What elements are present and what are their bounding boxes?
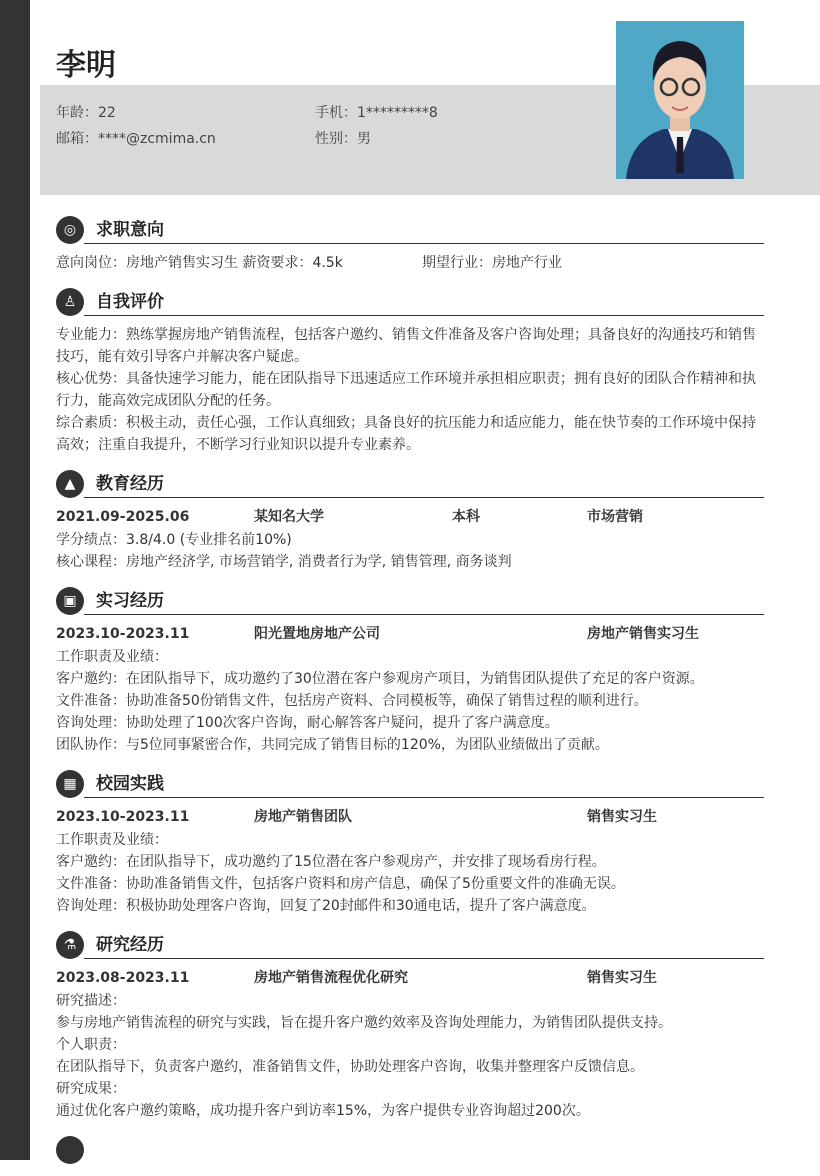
building-icon: ▦ (56, 770, 84, 798)
gender: 性别：男 (315, 131, 371, 147)
intern-line: 文件准备：协助准备50份销售文件，包括房产资料、合同模板等，确保了销售过程的顺利进行。 (56, 693, 648, 709)
section-campus (56, 768, 764, 917)
section-title: 求职意向 (84, 217, 764, 244)
intern-line: 咨询处理：协助处理了100次客户咨询，耐心解答客户疑问，提升了客户满意度。 (56, 715, 559, 731)
self-line: 综合素质：积极主动，责任心强，工作认真细致；具备良好的抗压能力和适应能力，能在快节奏的工作环境中保持高效；注重自我提升，不断学习行业知识以提升专业素养。 (56, 415, 756, 453)
edu-line: 核心课程：房地产经济学, 市场营销学, 消费者行为学, 销售管理, 商务谈判 (56, 554, 512, 570)
email: 邮箱：****@zcmima.cn (56, 131, 216, 147)
graduation-cap-icon: ▲ (56, 470, 84, 498)
intern-line: 工作职责及业绩： (56, 649, 168, 665)
intern-line: 团队协作：与5位同事紧密合作，共同完成了销售目标的120%，为团队业绩做出了贡献。 (56, 737, 609, 753)
section-job-intent (56, 214, 764, 274)
research-line: 参与房地产销售流程的研究与实践，旨在提升客户邀约效率及咨询处理能力，为销售团队提供支持。 (56, 1015, 672, 1031)
candidate-name: 李明 (56, 48, 116, 83)
campus-org: 房地产销售团队 (254, 809, 352, 825)
self-line: 核心优势：具备快速学习能力，能在团队指导下迅速适应工作环境并承担相应职责；拥有良好的团队合作精神和执行力，能高效完成团队分配的任务。 (56, 371, 756, 409)
campus-line: 客户邀约：在团队指导下，成功邀约了15位潜在客户参观房产，并安排了现场看房行程。 (56, 854, 606, 870)
intent-position: 意向岗位：房地产销售实习生 薪资要求：4.5k (56, 255, 343, 271)
intent-industry: 期望行业：房地产行业 (422, 255, 562, 271)
intern-org: 阳光置地房地产公司 (254, 626, 380, 642)
section-title: 实习经历 (84, 588, 764, 615)
section-internship (56, 585, 764, 756)
badge-icon: ♙ (56, 288, 84, 316)
research-date: 2023.08-2023.11 (56, 970, 190, 986)
sidebar-bar (0, 0, 30, 1160)
age: 年龄：22 (56, 105, 116, 121)
edu-degree: 本科 (452, 509, 480, 525)
phone: 手机：1*********8 (315, 105, 438, 121)
research-line: 在团队指导下，负责客户邀约，准备销售文件，协助处理客户咨询，收集并整理客户反馈信息。 (56, 1059, 644, 1075)
section-title: 校园实践 (84, 771, 764, 798)
section-title: 教育经历 (84, 471, 764, 498)
target-icon: ◎ (56, 216, 84, 244)
intern-role: 房地产销售实习生 (587, 626, 699, 642)
intern-date: 2023.10-2023.11 (56, 626, 190, 642)
campus-line: 工作职责及业绩： (56, 832, 168, 848)
section-self-evaluation (56, 286, 764, 456)
edu-school: 某知名大学 (254, 509, 324, 525)
research-role: 销售实习生 (587, 970, 657, 986)
research-line: 研究描述： (56, 993, 126, 1009)
campus-role: 销售实习生 (587, 809, 657, 825)
campus-line: 咨询处理：积极协助处理客户咨询，回复了20封邮件和30通电话，提升了客户满意度。 (56, 898, 596, 914)
briefcase-icon: ▣ (56, 587, 84, 615)
edu-line: 学分绩点：3.8/4.0 (专业排名前10%) (56, 532, 292, 548)
section-research (56, 929, 764, 1122)
research-line: 通过优化客户邀约策略，成功提升客户到访率15%，为客户提供专业咨询超过200次。 (56, 1103, 590, 1119)
section-title: 自我评价 (84, 289, 764, 316)
flask-icon: ⚗ (56, 931, 84, 959)
campus-line: 文件准备：协助准备销售文件，包括客户资料和房产信息，确保了5份重要文件的准确无误。 (56, 876, 625, 892)
intern-line: 客户邀约：在团队指导下，成功邀约了30位潜在客户参观房产项目，为销售团队提供了充足的客户资源。 (56, 671, 704, 687)
research-topic: 房地产销售流程优化研究 (254, 970, 408, 986)
edu-date: 2021.09-2025.06 (56, 509, 190, 525)
self-line: 专业能力：熟练掌握房地产销售流程，包括客户邀约、销售文件准备及客户咨询处理；具备良好的沟通技巧和销售技巧，能有效引导客户并解决客户疑虑。 (56, 327, 756, 365)
section-education (56, 468, 764, 573)
campus-date: 2023.10-2023.11 (56, 809, 190, 825)
profile-photo (616, 21, 744, 179)
section-title: 研究经历 (84, 932, 764, 959)
research-line: 研究成果： (56, 1081, 126, 1097)
edu-major: 市场营销 (587, 509, 643, 525)
research-line: 个人职责： (56, 1037, 126, 1053)
